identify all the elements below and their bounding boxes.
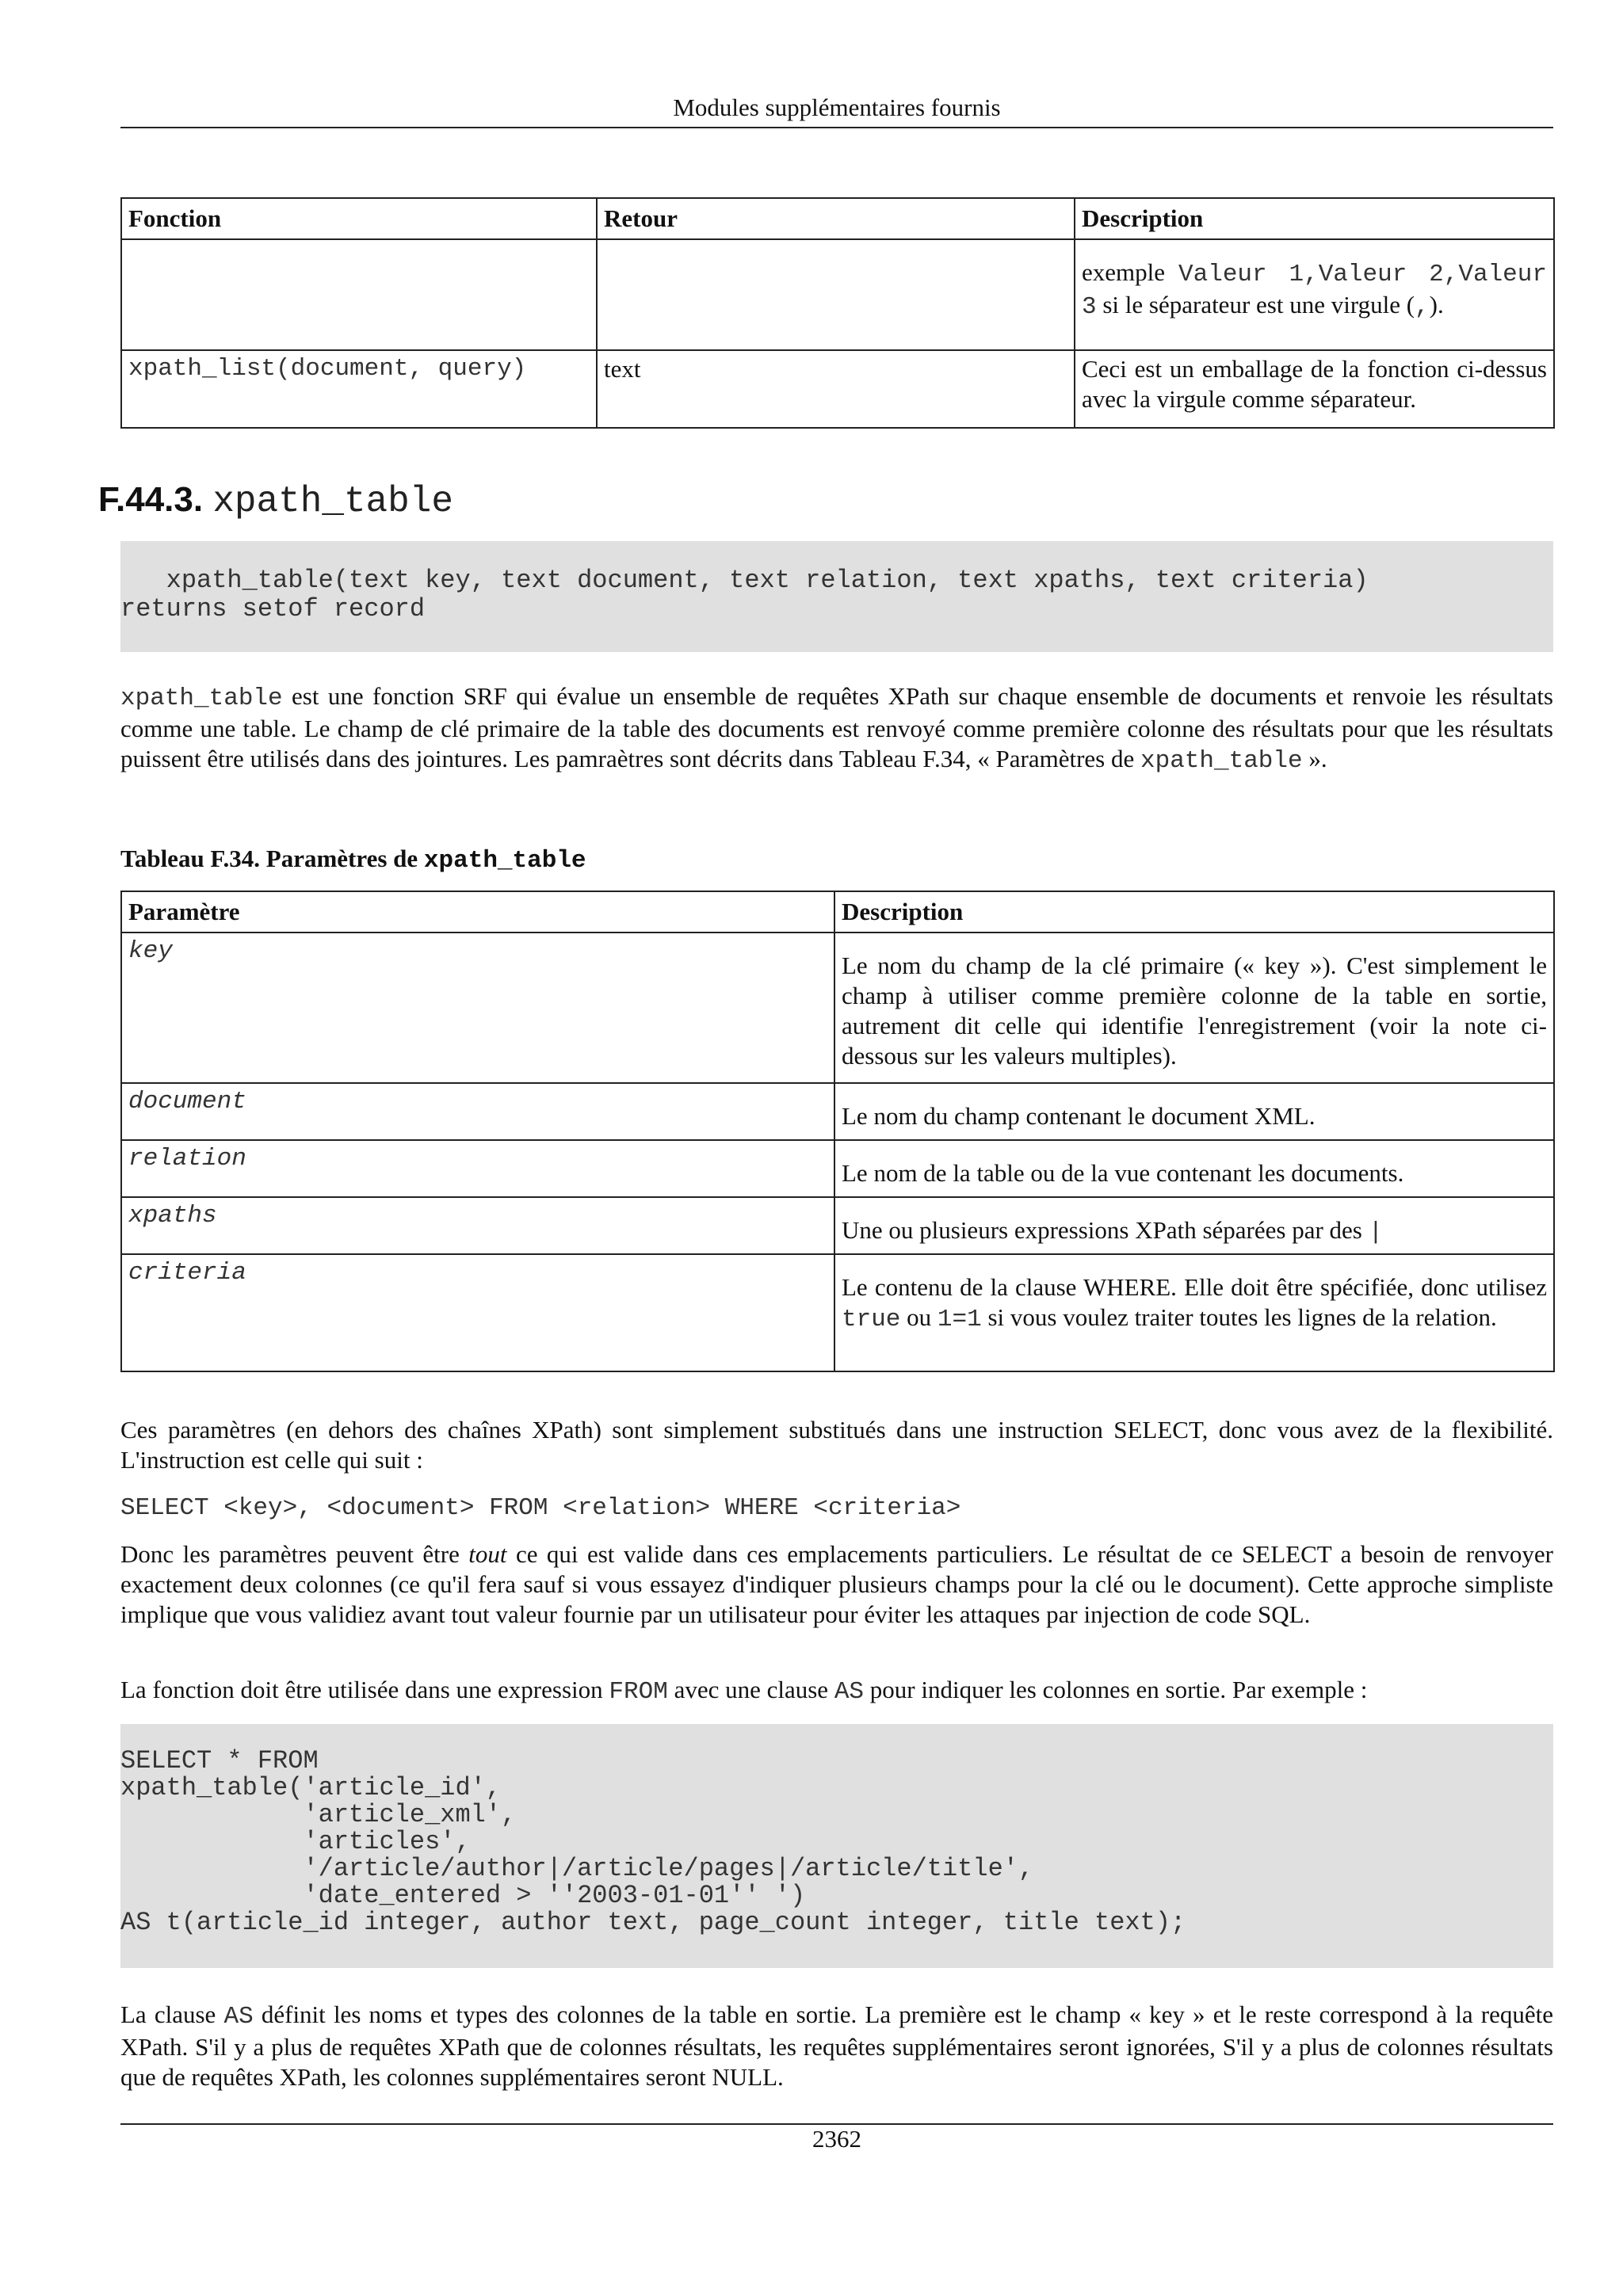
desc-text: ou bbox=[900, 1303, 938, 1331]
paragraph-substitution: Ces paramètres (en dehors des chaînes XPath) sont simplement substitués dans une instruction SELECT, donc vous avez de la flexibilité. L'instruction est celle qui suit : bbox=[120, 1416, 1553, 1474]
desc-code: | bbox=[1368, 1219, 1384, 1246]
paragraph-parameters-validity bbox=[120, 1539, 1553, 1630]
paragraph-text: définit les noms et types des colonnes de la table en sortie. La première est le champ « key » et le reste correspond à la requête XPath. S'il y a plus de requêtes XPath que de colonnes résultats, les requêtes supplémentaires seront ignorées, S'il y a plus de colonnes résultats que de requêtes XPath, les colonnes supplémentaires seront NULL. bbox=[120, 2000, 1554, 2091]
paragraph-text: pour indiquer les colonnes en sortie. Par exemple : bbox=[864, 1676, 1368, 1703]
function-signature-block bbox=[120, 541, 1553, 652]
inline-code: AS bbox=[834, 1678, 865, 1706]
cell-description bbox=[1075, 239, 1554, 350]
inline-code: xpath_table bbox=[1140, 747, 1303, 775]
desc-text: ). bbox=[1429, 291, 1444, 318]
table-caption bbox=[120, 845, 586, 875]
cell-return bbox=[597, 239, 1075, 350]
table-row bbox=[121, 1083, 1554, 1140]
desc-code: , bbox=[1415, 293, 1430, 321]
param-description bbox=[834, 1197, 1554, 1254]
paragraph-usage bbox=[120, 1675, 1553, 1707]
param-description: Le nom de la table ou de la vue contenant les documents. bbox=[834, 1140, 1554, 1197]
table-header-row bbox=[121, 198, 1554, 239]
cell-description: Ceci est un emballage de la fonction ci-dessus avec la virgule comme séparateur. bbox=[1075, 350, 1554, 428]
table-row bbox=[121, 350, 1554, 428]
table-header-row bbox=[121, 891, 1554, 933]
emphasis-text: tout bbox=[468, 1540, 507, 1568]
paragraph-text: Donc les paramètres peuvent être bbox=[120, 1540, 469, 1568]
paragraph-text: La fonction doit être utilisée dans une expression bbox=[120, 1676, 609, 1703]
param-name: relation bbox=[121, 1140, 834, 1197]
caption-code: xpath_table bbox=[423, 847, 586, 875]
col-header-description: Description bbox=[834, 891, 1554, 933]
col-header-parametre: Paramètre bbox=[121, 891, 834, 933]
param-name: xpaths bbox=[121, 1197, 834, 1254]
paragraph-intro bbox=[120, 681, 1553, 776]
table-row bbox=[121, 933, 1554, 1083]
inline-code: AS bbox=[223, 2003, 254, 2031]
paragraph-text: est une fonction SRF qui évalue un ensemble de requêtes XPath sur chaque ensemble de documents et renvoie les résultats comme une table. Le champ de clé primaire de la table des documents est renvoyé comme première colonne des résultats pour que les résultats puissent être utilisés dans des jointures. Les pamraètres sont décrits dans Tableau F.34, « Paramètres de bbox=[120, 682, 1553, 772]
col-header-fonction: Fonction bbox=[121, 198, 597, 239]
section-heading bbox=[98, 480, 453, 522]
paragraph-as-clause bbox=[120, 2000, 1553, 2092]
table-row bbox=[121, 1254, 1554, 1371]
desc-text: Le contenu de la clause WHERE. Elle doit être spécifiée, donc utilisez bbox=[842, 1273, 1547, 1301]
section-number: F.44.3. bbox=[98, 480, 204, 519]
desc-text: Une ou plusieurs expressions XPath séparées par des bbox=[842, 1216, 1369, 1244]
page-number: 2362 bbox=[812, 2125, 861, 2153]
col-header-description: Description bbox=[1075, 198, 1554, 239]
desc-code: 1=1 bbox=[937, 1306, 982, 1333]
cell-function: xpath_list(document, query) bbox=[121, 350, 597, 428]
desc-text: si vous voulez traiter toutes les lignes de la relation. bbox=[981, 1303, 1497, 1331]
param-description bbox=[834, 1254, 1554, 1371]
section-title-code: xpath_table bbox=[212, 481, 453, 522]
inline-code: xpath_table bbox=[120, 685, 283, 712]
desc-code: true bbox=[842, 1306, 901, 1333]
table-row bbox=[121, 1197, 1554, 1254]
desc-text: exemple bbox=[1082, 258, 1179, 286]
example-code: SELECT * FROM xpath_table('article_id', 'article_xml', 'articles', '/article/author|/article/pages|/article/title', 'date_entered > ''2003-01-01'' ') AS t(article_id integer, author text, page_count integer, title text); bbox=[120, 1746, 1186, 1937]
param-description: Le nom du champ contenant le document XML. bbox=[834, 1083, 1554, 1140]
select-statement: SELECT <key>, <document> FROM <relation> WHERE <criteria> bbox=[120, 1494, 961, 1522]
desc-code: Valeur 1,Valeur 2,Valeur 3 bbox=[1082, 261, 1547, 321]
paragraph-text: ». bbox=[1302, 745, 1327, 772]
paragraph-text: La clause bbox=[120, 2000, 224, 2028]
table-row bbox=[121, 1140, 1554, 1197]
signature-code: xpath_table(text key, text document, text relation, text xpaths, text criteria) returns setof record bbox=[120, 566, 1369, 624]
parameters-table bbox=[120, 891, 1555, 1372]
col-header-retour: Retour bbox=[597, 198, 1075, 239]
paragraph-text: avec une clause bbox=[667, 1676, 834, 1703]
param-name: key bbox=[121, 933, 834, 1083]
caption-text: Tableau F.34. Paramètres de bbox=[120, 845, 424, 872]
running-header: Modules supplémentaires fournis bbox=[673, 93, 1001, 121]
paragraph-text: ce qui est valide dans ces emplacements particuliers. Le résultat de ce SELECT a besoin de renvoyer exactement deux colonnes (ce qu'il fera sauf si vous essayez d'indiquer plusieurs champs pour la clé ou le document). Cette approche simpliste implique que vous validiez avant tout valeur fournie par un utilisateur pour éviter les attaques par injection de code SQL. bbox=[120, 1540, 1553, 1628]
param-name: document bbox=[121, 1083, 834, 1140]
functions-table bbox=[120, 197, 1555, 429]
header-rule bbox=[120, 127, 1553, 128]
inline-code: FROM bbox=[609, 1678, 668, 1706]
cell-function bbox=[121, 239, 597, 350]
param-description: Le nom du champ de la clé primaire (« key »). C'est simplement le champ à utiliser comme première colonne de la table en sortie, autrement dit celle qui identifie l'enregistrement (voir la note ci-dessous sur les valeurs multiples). bbox=[834, 933, 1554, 1083]
desc-text: si le séparateur est une virgule ( bbox=[1096, 291, 1415, 318]
param-name: criteria bbox=[121, 1254, 834, 1371]
table-row bbox=[121, 239, 1554, 350]
example-code-block bbox=[120, 1724, 1553, 1968]
cell-return: text bbox=[597, 350, 1075, 428]
